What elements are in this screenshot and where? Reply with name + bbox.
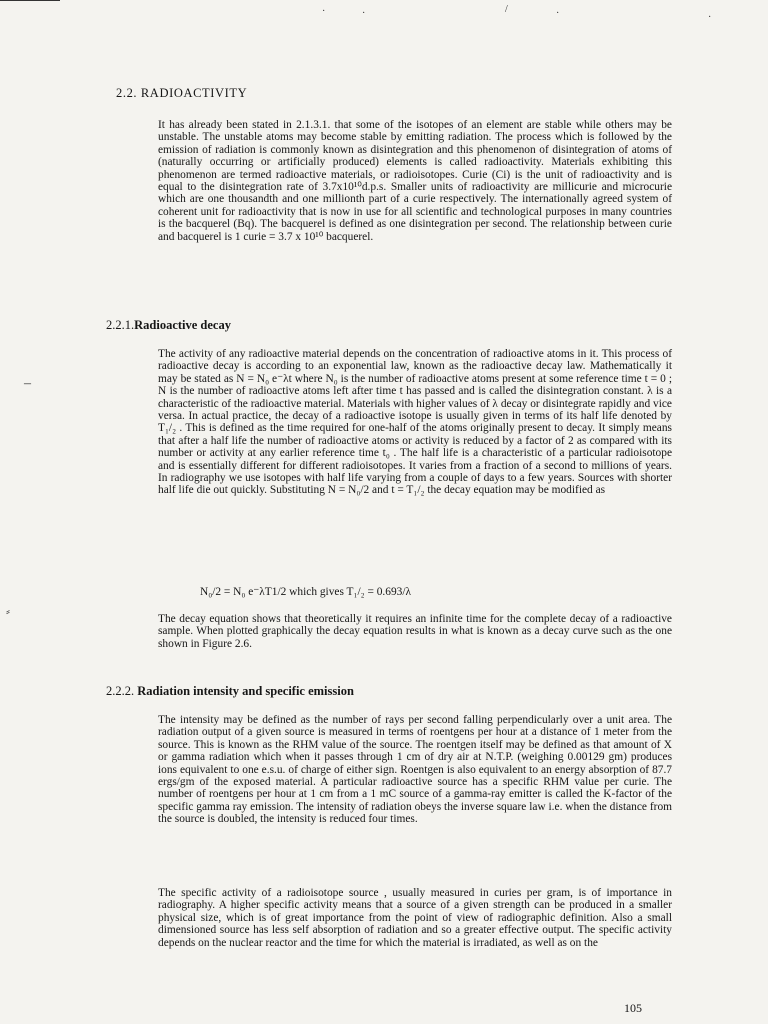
- margin-scribble: ⸗: [6, 604, 10, 618]
- subsection-title: Radiation intensity and specific emission: [137, 684, 354, 698]
- scan-speck: ·: [556, 8, 560, 19]
- section-title: 2.2. RADIOACTIVITY: [116, 86, 248, 100]
- top-rule: [0, 0, 60, 1]
- decay-formula: N₀/2 = N₀ e⁻λT1/2 which gives T₁/₂ = 0.693/λ: [200, 586, 412, 598]
- scan-speck: ·: [322, 6, 326, 17]
- margin-dash: –: [24, 376, 31, 391]
- scan-speck: ·: [708, 12, 712, 23]
- decay-paragraph: The activity of any radioactive material depends on the concentration of radioactive atoms in it. This process of radioactive decay is according to an exponential law, known as the radioactive decay law. Mathematically it may be stated as N = N₀ e⁻λt where N₀ is the number of radioactive atoms present at some reference time t = 0 ; N is the number of radioactive atoms left after time t has passed and is called the disintegration constant. λ is a characteristic of the radioactive material. Materials with higher values of λ decay or disintegrate rapidly and vice versa. In actual practice, the decay of a radioactive isotope is usually given in terms of its half life denoted by T₁/₂ . This is defined as the time required for one-half of the atoms originally present to decay. It simply means that after a half life the number of radioactive atoms or activity is reduced by a factor of 2 as compared with its number or activity at any earlier reference time t₀ . The half life is a characteristic of a particular radioisotope and is essentially different for different radioisotopes. It varies from a fraction of a second to millions of years. In radiography we use isotopes with half life varying from a couple of days to a few years. Sources with shorter half life die out quickly. Substituting N = N₀/2 and t = T₁/₂ the decay equation may be modified as: [158, 348, 672, 497]
- subsection-number: 2.2.2.: [106, 684, 135, 698]
- subsection-heading-radiation-intensity: [106, 684, 354, 699]
- radioactivity-paragraph: It has already been stated in 2.1.3.1. that some of the isotopes of an element are stable while others may be unstable. The unstable atoms may become stable by emitting radiation. The process which is followed by the emission of radiation is commonly known as disintegration and this phenomenon of disintegration of atoms of (naturally occurring or artificially produced) elements is called radioactivity. Materials exhibiting this phenomenon are termed radioactive materials, or radioisotopes. Curie (Ci) is the unit of radioactivity and is equal to the disintegration rate of 3.7x10¹⁰d.p.s. Smaller units of radioactivity are millicurie and microcurie which are one thousandth and one millionth part of a curie respectively. The internationally agreed system of coherent unit for radioactivity that is now in use for all scientific and technological purposes in many countries is the bacquerel (Bq). The bacquerel is defined as one disintegration per second. The relationship between curie and bacquerel is 1 curie = 3.7 x 10¹⁰ bacquerel.: [158, 119, 672, 243]
- intensity-paragraph: The intensity may be defined as the number of rays per second falling perpendicularly over a unit area. The radiation output of a given source is measured in terms of roentgens per hour at a distance of 1 meter from the source. This is known as the RHM value of the source. The roentgen itself may be defined as that amount of X or gamma radiation which when it passes through 1 cm of dry air at N.T.P. (weighing 0.00129 gm) produces ions equivalent to one e.s.u. of charge of either sign. Roentgen is also equivalent to an energy absorption of 87.7 ergs/gm of the exposed material. A particular radioactive source has a specific RHM value per curie. The number of roentgens per hour at 1 cm from a 1 mC source of a gamma-ray emitter is called the K-factor of the specific gamma ray emission. The intensity of radiation obeys the inverse square law i.e. when the distance from the source is doubled, the intensity is reduced four times.: [158, 714, 672, 826]
- subsection-number: 2.2.1.: [106, 318, 135, 332]
- subsection-heading-radioactive-decay: [106, 318, 231, 333]
- page-number: 105: [624, 1001, 642, 1015]
- scan-speck: ·: [362, 8, 366, 19]
- decay-curve-paragraph: The decay equation shows that theoretically it requires an infinite time for the complete decay of a radioactive sample. When plotted graphically the decay equation results in what is known as a decay curve such as the one shown in Figure 2.6.: [158, 613, 672, 650]
- subsection-title: Radioactive decay: [134, 318, 231, 332]
- specific-activity-paragraph: The specific activity of a radioisotope source , usually measured in curies per gram, is of importance in radiography. A higher specific activity means that a source of a given strength can be produced in a smaller physical size, which is of great importance from the point of view of radiographic definition. Also a small dimensioned source has less self absorption of radiation and so a greater effective output. The specific activity depends on the nuclear reactor and the time for which the material is irradiated, as well as on the: [158, 887, 672, 949]
- scan-speck: /: [505, 4, 508, 15]
